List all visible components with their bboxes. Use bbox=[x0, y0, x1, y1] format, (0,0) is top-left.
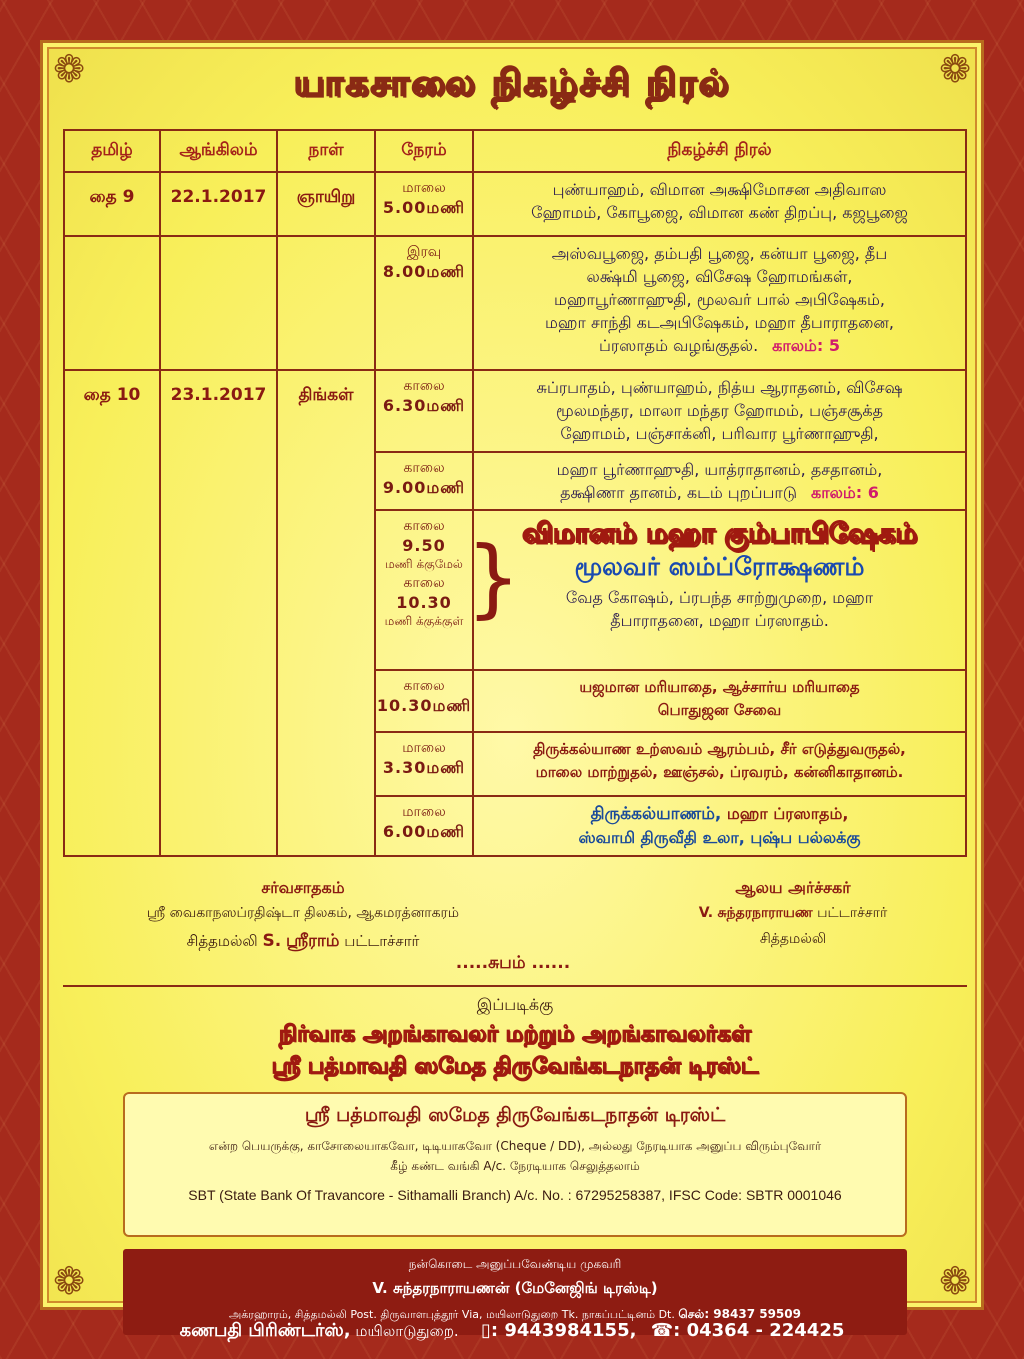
program-cell: புண்யாஹம், விமான அக்ஷிமோசன அதிவாஸ ஹோமம், கோபூஜை, விமான கண் திறப்பு, கஜபூஜை bbox=[473, 172, 966, 236]
time-cell: காலை 9.50 மணி க்குமேல் காலை 10.30 மணி க்குக்குள் bbox=[375, 510, 473, 670]
program-cell: } விமானம் மஹா கும்பாபிஷேகம் மூலவர் ஸம்ப்ரோக்ஷணம் வேத கோஷம், ப்ரபந்த சாற்றுமுறை, மஹா தீபாராதனை, மஹா ப்ரஸாதம். bbox=[473, 510, 966, 670]
header-program: நிகழ்ச்சி நிரல் bbox=[473, 130, 966, 172]
time-cell: மாலை 6.00மணி bbox=[375, 796, 473, 856]
subham-text: .....சுபம் ...... bbox=[455, 953, 571, 973]
time-cell: காலை 10.30மணி bbox=[375, 670, 473, 732]
address-box: நன்கொடை அனுப்பவேண்டிய முகவரி V. சுந்தரநாராயணன் (மேனேஜிங் டிரஸ்டி) அக்ரஹாரம், சித்தமல்லி Post. திருவாளபுத்தூர் Via, மயிலாடுதுறை Tk. நாகப்பட்டினம் Dt. செல்: 98437 59509 bbox=[123, 1249, 907, 1335]
kalam-label: காலம்: 6 bbox=[811, 483, 879, 502]
tamil-date: தை 10 bbox=[64, 370, 160, 856]
corner-ornament-icon: ❁ bbox=[939, 1259, 971, 1303]
table-row bbox=[64, 172, 966, 236]
program-cell: திருக்கல்யாண உற்ஸவம் ஆரம்பம், சீர் எடுத்துவருதல், மாலை மாற்றுதல், ஊஞ்சல், ப்ரவரம், கன்னிகாதானம். bbox=[473, 732, 966, 796]
phone-icon: ☎ bbox=[650, 1320, 674, 1341]
samprokshanam-title: மூலவர் ஸம்ப்ரோக்ஷணம் bbox=[574, 552, 865, 581]
time-cell: இரவு 8.00மணி bbox=[375, 236, 473, 370]
time-cell: மாலை 3.30மணி bbox=[375, 732, 473, 796]
table-row bbox=[64, 236, 966, 370]
page-title: யாகசாலை நிகழ்ச்சி நிரல் bbox=[293, 63, 731, 104]
sarvasadhakam-block: சர்வசாதகம் ஸ்ரீ வைகாநஸப்ரதிஷ்டா திலகம், ஆகமரத்னாகரம் சித்தமல்லி S. ஸ்ரீராம் பட்டாச்சார் bbox=[83, 878, 523, 953]
trust-details-box: ஸ்ரீ பத்மாவதி ஸமேத திருவேங்கடநாதன் டிரஸ்ட் என்ற பெயருக்கு, காசோலையாகவோ, டிடியாகவோ (Cheque / DD), அல்லது நேரடியாக அனுப்ப விரும்புவோர் கீழ் கண்ட வங்கி A/c. நேரடியாக செலுத்தலாம் SBT (State Bank Of Travancore - Sithamalli Branch) A/c. No. : 67295258387, IFSC Code: SBTR 0001046 bbox=[123, 1092, 907, 1237]
archakar-heading: ஆலய அர்ச்சகர் bbox=[735, 878, 851, 897]
weekday: ஞாயிறு bbox=[277, 172, 375, 236]
weekday: திங்கள் bbox=[277, 370, 375, 856]
program-cell: மஹா பூர்ணாஹுதி, யாத்ராதானம், தசதானம், தக்ஷிணா தானம், கடம் புறப்பாடு காலம்: 6 bbox=[473, 452, 966, 510]
schedule-table bbox=[63, 129, 967, 857]
printer-footer: கணபதி பிரிண்டர்ஸ், மயிலாடுதுறை. ▯: 9443984155, ☎: 04364 - 224425 bbox=[179, 1320, 845, 1341]
english-date: 22.1.2017 bbox=[160, 172, 277, 236]
corner-ornament-icon: ❁ bbox=[939, 47, 971, 91]
program-cell: அஸ்வபூஜை, தம்பதி பூஜை, கன்யா பூஜை, தீப லக்ஷ்மி பூஜை, விசேஷ ஹோமங்கள், மஹாபூர்ணாஹுதி, மூலவர் பால் அபிஷேகம், மஹா சாந்தி கடஅபிஷேகம், மஹா தீபாராதனை, ப்ரஸாதம் வழங்குதல். காலம்: 5 bbox=[473, 236, 966, 370]
program-cell: திருக்கல்யாணம், மஹா ப்ரஸாதம், ஸ்வாமி திருவீதி உலா, புஷ்ப பல்லக்கு bbox=[473, 796, 966, 856]
kumbhabhishekam-title: விமானம் மஹா கும்பாபிஷேகம் bbox=[522, 518, 917, 549]
english-date: 23.1.2017 bbox=[160, 370, 277, 856]
archakar-block: ஆலய அர்ச்சகர் V. சுந்தரநாராயண பட்டாச்சார் சித்தமல்லி bbox=[633, 878, 953, 949]
header-english: ஆங்கிலம் bbox=[160, 130, 277, 172]
invitation-sheet bbox=[40, 40, 984, 1321]
time-cell: காலை 9.00மணி bbox=[375, 452, 473, 510]
table-header-row bbox=[64, 130, 966, 172]
bank-details: SBT (State Bank Of Travancore - Sithamalli Branch) A/c. No. : 67295258387, IFSC Code: SBTR 0001046 bbox=[188, 1187, 842, 1203]
brace-glyph: } bbox=[466, 528, 521, 628]
mobile-icon: ▯ bbox=[480, 1320, 491, 1341]
divider bbox=[63, 985, 967, 987]
program-cell: யஜமான மரியாதை, ஆச்சார்ய மரியாதை பொதுஜன சேவை bbox=[473, 670, 966, 732]
kalam-label: காலம்: 5 bbox=[772, 336, 841, 355]
tamil-date: தை 9 bbox=[64, 172, 160, 236]
managing-trustee: V. சுந்தரநாராயணன் (மேனேஜிங் டிரஸ்டி) bbox=[372, 1279, 658, 1297]
header-tamil: தமிழ் bbox=[64, 130, 160, 172]
phone-number: செல்: 98437 59509 bbox=[678, 1307, 801, 1321]
corner-ornament-icon: ❁ bbox=[53, 1259, 85, 1303]
invite-block: இப்படிக்கு நிர்வாக அறங்காவலர் மற்றும் அறங்காவலர்கள் ஸ்ரீ பத்மாவதி ஸமேத திருவேங்கடநாதன் டிரஸ்ட் bbox=[271, 995, 759, 1079]
time-cell: காலை 6.30மணி bbox=[375, 370, 473, 452]
program-cell: சுப்ரபாதம், புண்யாஹம், நித்ய ஆராதனம், விசேஷ மூலமந்தர, மாலா மந்தர ஹோமம், பஞ்சசூக்த ஹோமம், பஞ்சாக்னி, பரிவார பூர்ணாஹுதி, bbox=[473, 370, 966, 452]
header-day: நாள் bbox=[277, 130, 375, 172]
table-row bbox=[64, 370, 966, 452]
sarvasadhakam-heading: சர்வசாதகம் bbox=[261, 878, 345, 897]
trust-name: ஸ்ரீ பத்மாவதி ஸமேத திருவேங்கடநாதன் டிரஸ்ட் bbox=[304, 1104, 726, 1126]
corner-ornament-icon: ❁ bbox=[53, 47, 85, 91]
header-time: நேரம் bbox=[375, 130, 473, 172]
time-cell: மாலை 5.00மணி bbox=[375, 172, 473, 236]
